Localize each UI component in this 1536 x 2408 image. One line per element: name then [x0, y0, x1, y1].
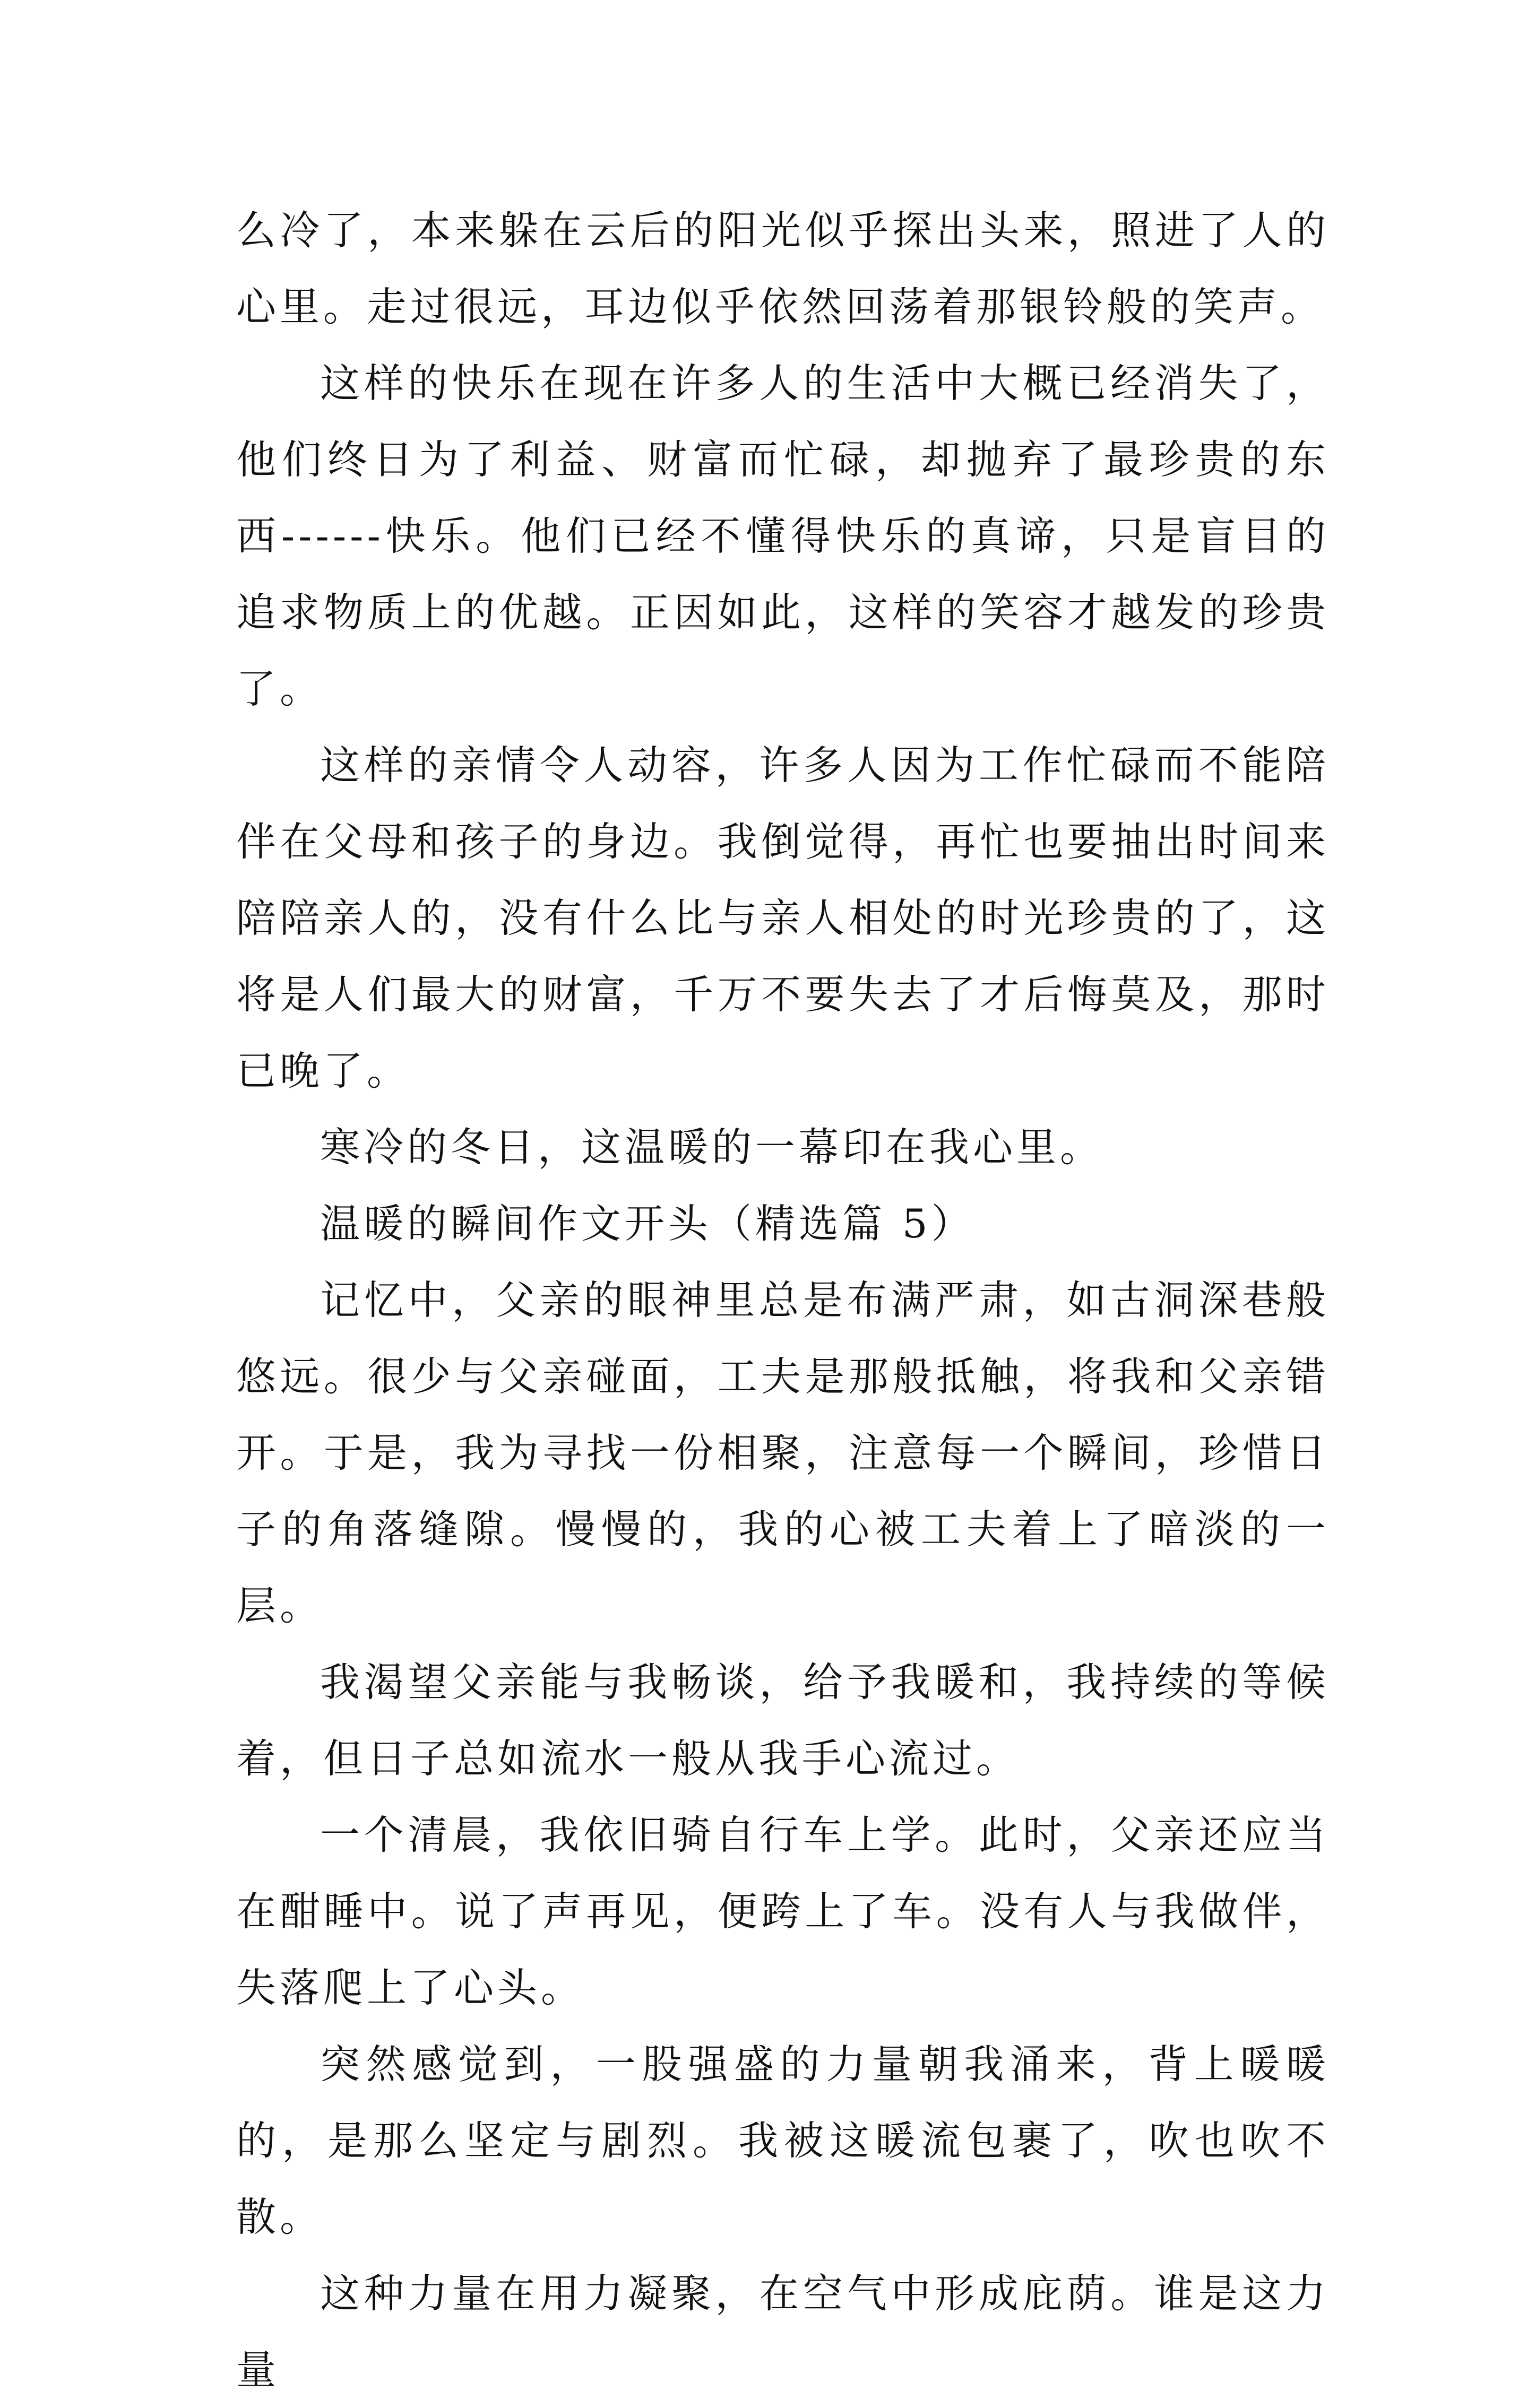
- section-heading: 温暖的瞬间作文开头（精选篇 5）: [320, 1200, 975, 1247]
- document-body: [236, 192, 1330, 2408]
- paragraph-happiness: 这样的快乐在现在许多人的生活中大概已经消失了，他们终日为了利益、财富而忙碌，却抛弃了最珍贵的东西------快乐。他们已经不懂得快乐的真谛，只是盲目的追求物质上的优越。正因如此，这样的笑容才越发的珍贵了。: [236, 360, 1330, 712]
- paragraph-force: 这种力量在用力凝聚，在空气中形成庇荫。谁是这力量: [236, 2270, 1330, 2393]
- paragraph-family: 这样的亲情令人动容，许多人因为工作忙碌而不能陪伴在父母和孩子的身边。我倒觉得，再忙也要抽出时间来陪陪亲人的，没有什么比与亲人相处的时光珍贵的了，这将是人们最大的财富，千万不要失去了才后悔莫及，那时已晚了。: [236, 742, 1330, 1094]
- paragraph-morning: 一个清晨，我依旧骑自行车上学。此时，父亲还应当在酣睡中。说了声再见，便跨上了车。没有人与我做伴，失落爬上了心头。: [236, 1812, 1330, 2011]
- paragraph-memory: 记忆中，父亲的眼神里总是布满严肃，如古洞深巷般悠远。很少与父亲碰面，工夫是那般抵触，将我和父亲错开。于是，我为寻找一份相聚，注意每一个瞬间，珍惜日子的角落缝隙。慢慢的，我的心被工夫着上了暗淡的一层。: [236, 1277, 1330, 1629]
- paragraph-continuation: 么冷了，本来躲在云后的阳光似乎探出头来，照进了人的心里。走过很远，耳边似乎依然回荡着那银铃般的笑声。: [236, 207, 1330, 330]
- paragraph-winter: 寒冷的冬日，这温暖的一幕印在我心里。: [320, 1124, 1104, 1171]
- paragraph-warmth: 突然感觉到，一股强盛的力量朝我涌来，背上暖暖的，是那么坚定与剧烈。我被这暖流包裹了，吹也吹不散。: [236, 2041, 1330, 2240]
- paragraph-longing: 我渴望父亲能与我畅谈，给予我暖和，我持续的等候着，但日子总如流水一般从我手心流过。: [236, 1659, 1330, 1782]
